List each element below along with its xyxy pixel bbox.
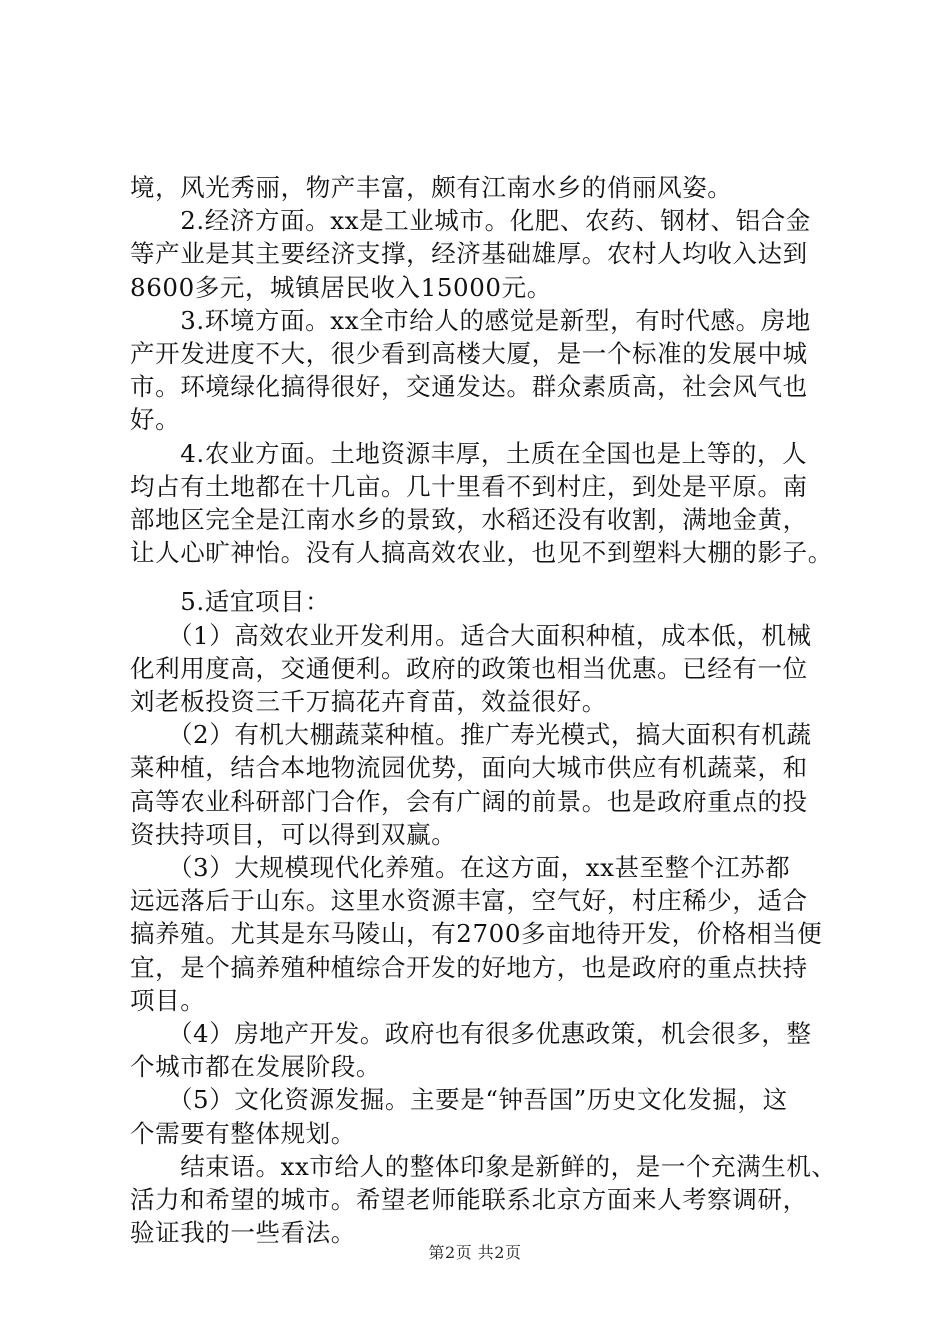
text-line: 部地区完全是江南水乡的景致，水稻还没有收割，满地金黄， xyxy=(130,505,808,535)
text-line: 2.经济方面。xx是工业城市。化肥、农药、钢材、铝合金 xyxy=(130,206,811,236)
text-line: 等产业是其主要经济支撑，经济基础雄厚。农村人均收入达到 xyxy=(130,239,808,269)
text-line: 个需要有整体规划。 xyxy=(130,1118,356,1148)
text-line: 资扶持项目，可以得到双赢。 xyxy=(130,819,457,849)
text-line: （5）文化资源发掘。主要是“钟吾国”历史文化发掘，这 xyxy=(130,1085,788,1115)
text-line: 菜种植，结合本地物流园优势，面向大城市供应有机蔬菜，和 xyxy=(130,753,808,783)
document-body xyxy=(130,171,850,1250)
text-line: 化利用度高，交通便利。政府的政策也相当优惠。已经有一位 xyxy=(130,653,808,683)
text-line: 8600多元，城镇居民收入15000元。 xyxy=(130,272,552,302)
text-line: 好。 xyxy=(130,405,181,435)
text-line: 项目。 xyxy=(130,985,206,1015)
text-line: （1）高效农业开发利用。适合大面积种植，成本低，机械 xyxy=(130,620,812,650)
text-line: 5.适宜项目： xyxy=(130,587,331,617)
text-line: （2）有机大棚蔬菜种植。推广寿光模式，搞大面积有机蔬 xyxy=(130,720,812,750)
text-line: （3）大规模现代化养殖。在这方面，xx甚至整个江苏都 xyxy=(130,853,791,883)
text-line: 搞养殖。尤其是东马陵山，有2700多亩地待开发，价格相当便 xyxy=(130,919,823,949)
text-line: 4.农业方面。土地资源丰厚，土质在全国也是上等的，人 xyxy=(130,438,808,468)
text-line: 让人心旷神怡。没有人搞高效农业，也见不到塑料大棚的影子。 xyxy=(130,538,833,568)
text-line: 远远落后于山东。这里水资源丰富，空气好，村庄稀少，适合 xyxy=(130,886,808,916)
text-line: 高等农业科研部门合作，会有广阔的前景。也是政府重点的投 xyxy=(130,786,808,816)
text-line: 结束语。xx市给人的整体印象是新鲜的，是一个充满生机、 xyxy=(130,1151,837,1181)
text-line: 宜，是个搞养殖种植综合开发的好地方，也是政府的重点扶持 xyxy=(130,952,808,982)
text-line xyxy=(130,569,850,585)
text-line: 市。环境绿化搞得很好，交通发达。群众素质高，社会风气也 xyxy=(130,372,808,402)
text-line: 验证我的一些看法。 xyxy=(130,1218,356,1248)
text-line: 产开发进度不大，很少看到高楼大厦，是一个标准的发展中城 xyxy=(130,339,808,369)
page-footer: 第2页 共2页 xyxy=(428,1243,522,1262)
text-line: 个城市都在发展阶段。 xyxy=(130,1052,381,1082)
text-line: 活力和希望的城市。希望老师能联系北京方面来人考察调研， xyxy=(130,1185,808,1215)
text-line: 境，风光秀丽，物产丰富，颇有江南水乡的俏丽风姿。 xyxy=(130,173,733,202)
text-line: 均占有土地都在十几亩。几十里看不到村庄，到处是平原。南 xyxy=(130,471,808,501)
text-line: 刘老板投资三千万搞花卉育苗，效益很好。 xyxy=(130,687,607,717)
text-line: （4）房地产开发。政府也有很多优惠政策，机会很多，整 xyxy=(130,1019,812,1049)
text-line: 3.环境方面。xx全市给人的感觉是新型，有时代感。房地 xyxy=(130,305,811,335)
